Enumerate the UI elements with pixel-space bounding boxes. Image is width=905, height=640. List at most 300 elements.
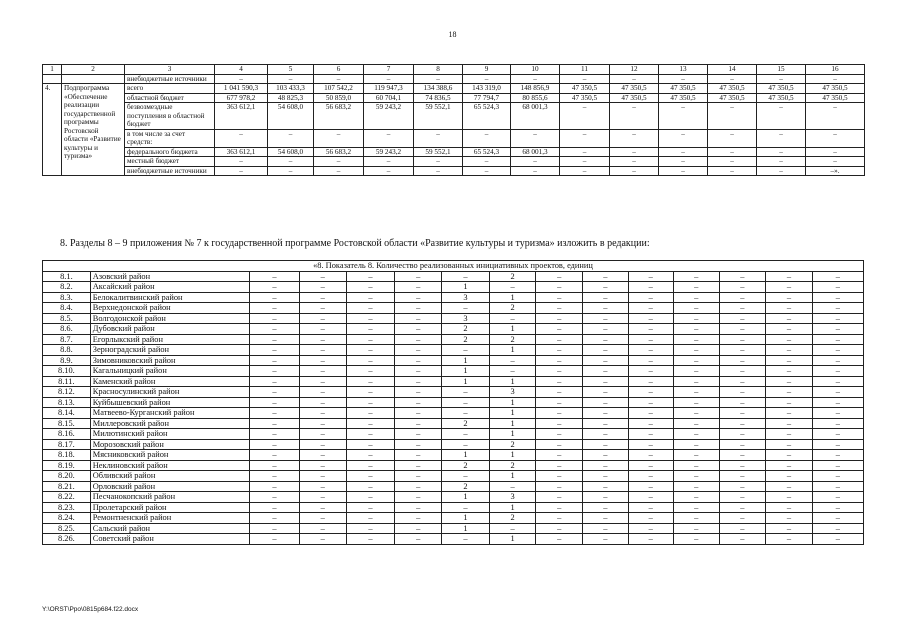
value-cell: – (299, 408, 346, 419)
value-cell: 1 (489, 397, 536, 408)
value-cell: 47 350,5 (610, 84, 659, 94)
row-number: 8.7. (43, 334, 91, 345)
value-cell: 54 608,0 (268, 147, 314, 157)
value-cell: – (536, 282, 583, 293)
value-cell: – (249, 397, 299, 408)
value-cell: 47 350,5 (806, 84, 865, 94)
value-cell: – (583, 313, 628, 324)
column-number: 3 (125, 65, 215, 75)
district-name: Егорлыкский район (90, 334, 249, 345)
value-cell: – (299, 492, 346, 503)
value-cell: – (719, 492, 766, 503)
row-number: 8.12. (43, 387, 91, 398)
value-cell: – (442, 471, 490, 482)
table-row (43, 334, 864, 345)
value-cell: – (583, 429, 628, 440)
value-cell: 47 350,5 (560, 93, 610, 103)
value-cell: – (812, 282, 863, 293)
value-cell: – (346, 502, 395, 513)
funding-source: федерального бюджета (125, 147, 215, 157)
value-cell: – (812, 523, 863, 534)
value-cell: – (536, 408, 583, 419)
district-name: Дубовский район (90, 324, 249, 335)
value-cell: – (395, 303, 442, 314)
value-cell: – (610, 129, 659, 147)
district-name: Морозовский район (90, 439, 249, 450)
value-cell: – (536, 534, 583, 545)
table-row (43, 147, 865, 157)
funding-source: всего (125, 84, 215, 94)
value-cell: – (719, 408, 766, 419)
table-row (43, 313, 864, 324)
district-name: Зерноградский район (90, 345, 249, 356)
district-name: Волгодонской район (90, 313, 249, 324)
value-cell: – (215, 157, 268, 167)
value-cell: – (659, 74, 708, 84)
value-cell: 1 (442, 366, 490, 377)
value-cell: – (583, 492, 628, 503)
value-cell: – (536, 313, 583, 324)
value-cell: 1 (489, 429, 536, 440)
value-cell: 59 552,1 (414, 103, 463, 130)
value-cell: 1 (489, 324, 536, 335)
value-cell: – (536, 439, 583, 450)
value-cell: – (806, 157, 865, 167)
value-cell: 1 (442, 282, 490, 293)
value-cell: 56 683,2 (314, 147, 364, 157)
value-cell: – (395, 324, 442, 335)
value-cell: – (812, 502, 863, 513)
value-cell: 363 612,1 (215, 103, 268, 130)
value-cell: – (442, 345, 490, 356)
table-row (43, 429, 864, 440)
district-name: Обливский район (90, 471, 249, 482)
value-cell: – (812, 303, 863, 314)
value-cell: – (536, 345, 583, 356)
value-cell: – (414, 157, 463, 167)
value-cell: – (395, 439, 442, 450)
value-cell: 1 (442, 492, 490, 503)
value-cell: 60 704,1 (364, 93, 414, 103)
district-name: Орловский район (90, 481, 249, 492)
value-cell: 1 (489, 534, 536, 545)
value-cell: – (249, 408, 299, 419)
value-cell: – (812, 387, 863, 398)
value-cell: – (249, 450, 299, 461)
value-cell: – (806, 103, 865, 130)
value-cell: – (299, 271, 346, 282)
value-cell: 80 855,6 (511, 93, 560, 103)
value-cell: – (628, 376, 673, 387)
value-cell: 47 350,5 (610, 93, 659, 103)
value-cell: – (268, 166, 314, 176)
value-cell: – (719, 345, 766, 356)
value-cell: – (583, 502, 628, 513)
value-cell: – (536, 324, 583, 335)
value-cell: – (719, 502, 766, 513)
value-cell: – (299, 502, 346, 513)
value-cell: – (674, 492, 719, 503)
value-cell: – (812, 292, 863, 303)
value-cell: – (346, 271, 395, 282)
value-cell: 1 (489, 471, 536, 482)
value-cell: – (583, 366, 628, 377)
value-cell: – (708, 129, 757, 147)
district-name: Кагальницкий район (90, 366, 249, 377)
value-cell: – (628, 408, 673, 419)
value-cell: – (583, 418, 628, 429)
value-cell: – (314, 129, 364, 147)
value-cell: – (395, 334, 442, 345)
value-cell: 47 350,5 (659, 93, 708, 103)
district-name: Матвеево-Курганский район (90, 408, 249, 419)
value-cell: – (346, 418, 395, 429)
column-number-row (43, 65, 865, 75)
value-cell: – (766, 471, 813, 482)
value-cell: – (442, 534, 490, 545)
value-cell: – (628, 397, 673, 408)
value-cell: – (268, 74, 314, 84)
value-cell: – (314, 74, 364, 84)
value-cell: – (812, 271, 863, 282)
value-cell: 3 (442, 313, 490, 324)
row-number: 8.4. (43, 303, 91, 314)
value-cell: – (674, 324, 719, 335)
value-cell: – (719, 313, 766, 324)
value-cell: 3 (442, 292, 490, 303)
indicator-table (42, 260, 864, 545)
value-cell: – (395, 471, 442, 482)
column-number: 16 (806, 65, 865, 75)
value-cell: – (766, 450, 813, 461)
value-cell: – (674, 376, 719, 387)
value-cell: – (215, 74, 268, 84)
value-cell: – (708, 166, 757, 176)
value-cell: – (249, 481, 299, 492)
value-cell: – (583, 439, 628, 450)
table-row (43, 387, 864, 398)
value-cell: – (364, 74, 414, 84)
value-cell: 1 (489, 292, 536, 303)
value-cell: – (628, 292, 673, 303)
value-cell: – (249, 376, 299, 387)
value-cell: – (442, 429, 490, 440)
value-cell: – (583, 345, 628, 356)
value-cell: – (766, 292, 813, 303)
value-cell: – (719, 534, 766, 545)
value-cell: – (249, 429, 299, 440)
value-cell: – (249, 534, 299, 545)
value-cell: – (719, 523, 766, 534)
value-cell: – (766, 513, 813, 524)
funding-source: местный бюджет (125, 157, 215, 167)
table-row (43, 481, 864, 492)
value-cell: – (583, 282, 628, 293)
district-name: Аксайский район (90, 282, 249, 293)
value-cell: – (249, 460, 299, 471)
value-cell: – (536, 303, 583, 314)
value-cell: 119 947,3 (364, 84, 414, 94)
value-cell: 1 041 590,3 (215, 84, 268, 94)
value-cell: – (395, 345, 442, 356)
funding-source: безвозмездные поступления в областной бюджет (125, 103, 215, 130)
value-cell: – (757, 157, 806, 167)
value-cell: – (812, 366, 863, 377)
value-cell: – (674, 502, 719, 513)
value-cell: – (442, 271, 490, 282)
value-cell: – (708, 103, 757, 130)
value-cell: – (583, 292, 628, 303)
value-cell: – (583, 397, 628, 408)
value-cell: – (757, 129, 806, 147)
empty-cell (62, 74, 125, 84)
value-cell: – (536, 481, 583, 492)
value-cell: – (395, 408, 442, 419)
value-cell: – (719, 303, 766, 314)
value-cell: – (628, 334, 673, 345)
value-cell: – (674, 303, 719, 314)
value-cell: – (299, 345, 346, 356)
value-cell: 2 (489, 460, 536, 471)
row-number: 8.17. (43, 439, 91, 450)
value-cell: – (659, 157, 708, 167)
row-number: 8.9. (43, 355, 91, 366)
value-cell: – (812, 471, 863, 482)
value-cell: – (628, 282, 673, 293)
value-cell: – (628, 460, 673, 471)
value-cell: – (536, 271, 583, 282)
value-cell: – (346, 534, 395, 545)
value-cell: – (314, 157, 364, 167)
table-row (43, 282, 864, 293)
value-cell: – (806, 129, 865, 147)
value-cell: – (442, 408, 490, 419)
value-cell: – (268, 157, 314, 167)
value-cell: – (719, 355, 766, 366)
value-cell: – (536, 460, 583, 471)
value-cell: – (766, 271, 813, 282)
value-cell: – (536, 397, 583, 408)
value-cell: – (395, 460, 442, 471)
value-cell: 134 388,6 (414, 84, 463, 94)
value-cell: – (346, 345, 395, 356)
header-row (43, 261, 864, 272)
value-cell: – (489, 366, 536, 377)
value-cell: – (628, 303, 673, 314)
value-cell: – (314, 166, 364, 176)
district-name: Каменский район (90, 376, 249, 387)
row-number: 8.10. (43, 366, 91, 377)
value-cell: 54 608,0 (268, 103, 314, 130)
value-cell: – (249, 345, 299, 356)
value-cell: – (249, 513, 299, 524)
value-cell: – (757, 166, 806, 176)
value-cell: – (560, 74, 610, 84)
value-cell: 1 (442, 513, 490, 524)
column-number: 6 (314, 65, 364, 75)
value-cell: – (674, 355, 719, 366)
value-cell: – (489, 481, 536, 492)
value-cell: – (674, 345, 719, 356)
value-cell: – (610, 166, 659, 176)
table-row (43, 376, 864, 387)
value-cell: 3 (489, 492, 536, 503)
value-cell: 47 350,5 (708, 93, 757, 103)
value-cell: – (511, 129, 560, 147)
value-cell: – (249, 366, 299, 377)
value-cell: – (766, 523, 813, 534)
value-cell: – (346, 292, 395, 303)
value-cell: – (583, 303, 628, 314)
value-cell: – (628, 418, 673, 429)
value-cell: 50 859,0 (314, 93, 364, 103)
value-cell: 1 (442, 450, 490, 461)
value-cell: – (395, 366, 442, 377)
value-cell: – (766, 366, 813, 377)
value-cell: – (560, 147, 610, 157)
value-cell: – (719, 292, 766, 303)
file-path-footer: Y:\ORST\Ppo\0815p684.f22.docx (42, 606, 139, 613)
value-cell: 1 (442, 355, 490, 366)
value-cell: – (659, 103, 708, 130)
value-cell: – (395, 429, 442, 440)
value-cell: 3 (489, 387, 536, 398)
value-cell: 1 (489, 376, 536, 387)
value-cell: – (249, 324, 299, 335)
value-cell: – (766, 481, 813, 492)
value-cell: – (766, 345, 813, 356)
column-number: 7 (364, 65, 414, 75)
value-cell: 65 524,3 (463, 147, 511, 157)
value-cell: – (299, 387, 346, 398)
value-cell: – (560, 166, 610, 176)
value-cell: – (812, 324, 863, 335)
program-number: 4. (43, 84, 62, 176)
district-name: Пролетарский район (90, 502, 249, 513)
value-cell: – (536, 523, 583, 534)
value-cell: – (299, 376, 346, 387)
value-cell: 2 (442, 418, 490, 429)
amendment-note: 8. Разделы 8 – 9 приложения № 7 к государственной программе Ростовской области «Развитие культуры и туризма» изложить в редакции: (60, 238, 650, 249)
row-number: 8.13. (43, 397, 91, 408)
value-cell: – (766, 376, 813, 387)
row-number: 8.11. (43, 376, 91, 387)
row-number: 8.23. (43, 502, 91, 513)
value-cell: – (674, 534, 719, 545)
value-cell: – (346, 334, 395, 345)
value-cell: – (489, 313, 536, 324)
value-cell: – (674, 523, 719, 534)
value-cell: – (395, 492, 442, 503)
value-cell: – (583, 523, 628, 534)
value-cell: – (583, 471, 628, 482)
table-row (43, 418, 864, 429)
value-cell: – (249, 471, 299, 482)
value-cell: – (346, 408, 395, 419)
table-row (43, 93, 865, 103)
row-number: 8.1. (43, 271, 91, 282)
value-cell: – (299, 397, 346, 408)
row-number: 8.20. (43, 471, 91, 482)
value-cell: – (674, 513, 719, 524)
value-cell: – (766, 397, 813, 408)
row-number: 8.21. (43, 481, 91, 492)
value-cell: 47 350,5 (757, 84, 806, 94)
value-cell: – (757, 147, 806, 157)
value-cell: 68 001,3 (511, 103, 560, 130)
value-cell: – (299, 534, 346, 545)
value-cell: – (299, 334, 346, 345)
value-cell: – (757, 103, 806, 130)
value-cell: – (628, 271, 673, 282)
value-cell: – (674, 313, 719, 324)
value-cell: 103 433,3 (268, 84, 314, 94)
value-cell: – (395, 418, 442, 429)
value-cell: – (346, 387, 395, 398)
value-cell: – (719, 397, 766, 408)
value-cell: – (674, 429, 719, 440)
district-name: Неклиновский район (90, 460, 249, 471)
value-cell: – (719, 271, 766, 282)
value-cell: – (766, 355, 813, 366)
value-cell: – (674, 282, 719, 293)
value-cell: – (536, 292, 583, 303)
value-cell: 2 (489, 513, 536, 524)
value-cell: – (536, 387, 583, 398)
value-cell: 59 552,1 (414, 147, 463, 157)
value-cell: 1 (442, 523, 490, 534)
value-cell: – (299, 366, 346, 377)
value-cell: – (674, 418, 719, 429)
value-cell: – (812, 450, 863, 461)
value-cell: – (719, 324, 766, 335)
table-row (43, 84, 865, 94)
value-cell: – (708, 147, 757, 157)
value-cell: – (583, 450, 628, 461)
value-cell: – (346, 429, 395, 440)
district-name: Куйбышевский район (90, 397, 249, 408)
value-cell: – (249, 303, 299, 314)
value-cell: – (536, 492, 583, 503)
value-cell: – (346, 439, 395, 450)
value-cell: – (766, 313, 813, 324)
value-cell: – (583, 460, 628, 471)
value-cell: 47 350,5 (708, 84, 757, 94)
table-row (43, 408, 864, 419)
value-cell: – (628, 523, 673, 534)
district-name: Зимовниковский район (90, 355, 249, 366)
value-cell: – (364, 166, 414, 176)
table-row (43, 450, 864, 461)
value-cell: – (299, 460, 346, 471)
funding-table (42, 64, 865, 176)
value-cell: – (757, 74, 806, 84)
value-cell: – (299, 282, 346, 293)
value-cell: – (674, 397, 719, 408)
program-name: Подпрограмма «Обеспечение реализации государственной программы Ростовской области «Развитие культуры и туризма» (62, 84, 125, 176)
column-number: 2 (62, 65, 125, 75)
value-cell: – (249, 502, 299, 513)
value-cell: – (674, 471, 719, 482)
value-cell: – (674, 460, 719, 471)
value-cell: – (414, 74, 463, 84)
value-cell: – (583, 408, 628, 419)
value-cell: – (536, 418, 583, 429)
value-cell: – (346, 397, 395, 408)
table-row (43, 103, 865, 130)
value-cell: – (628, 471, 673, 482)
value-cell: 2 (442, 481, 490, 492)
